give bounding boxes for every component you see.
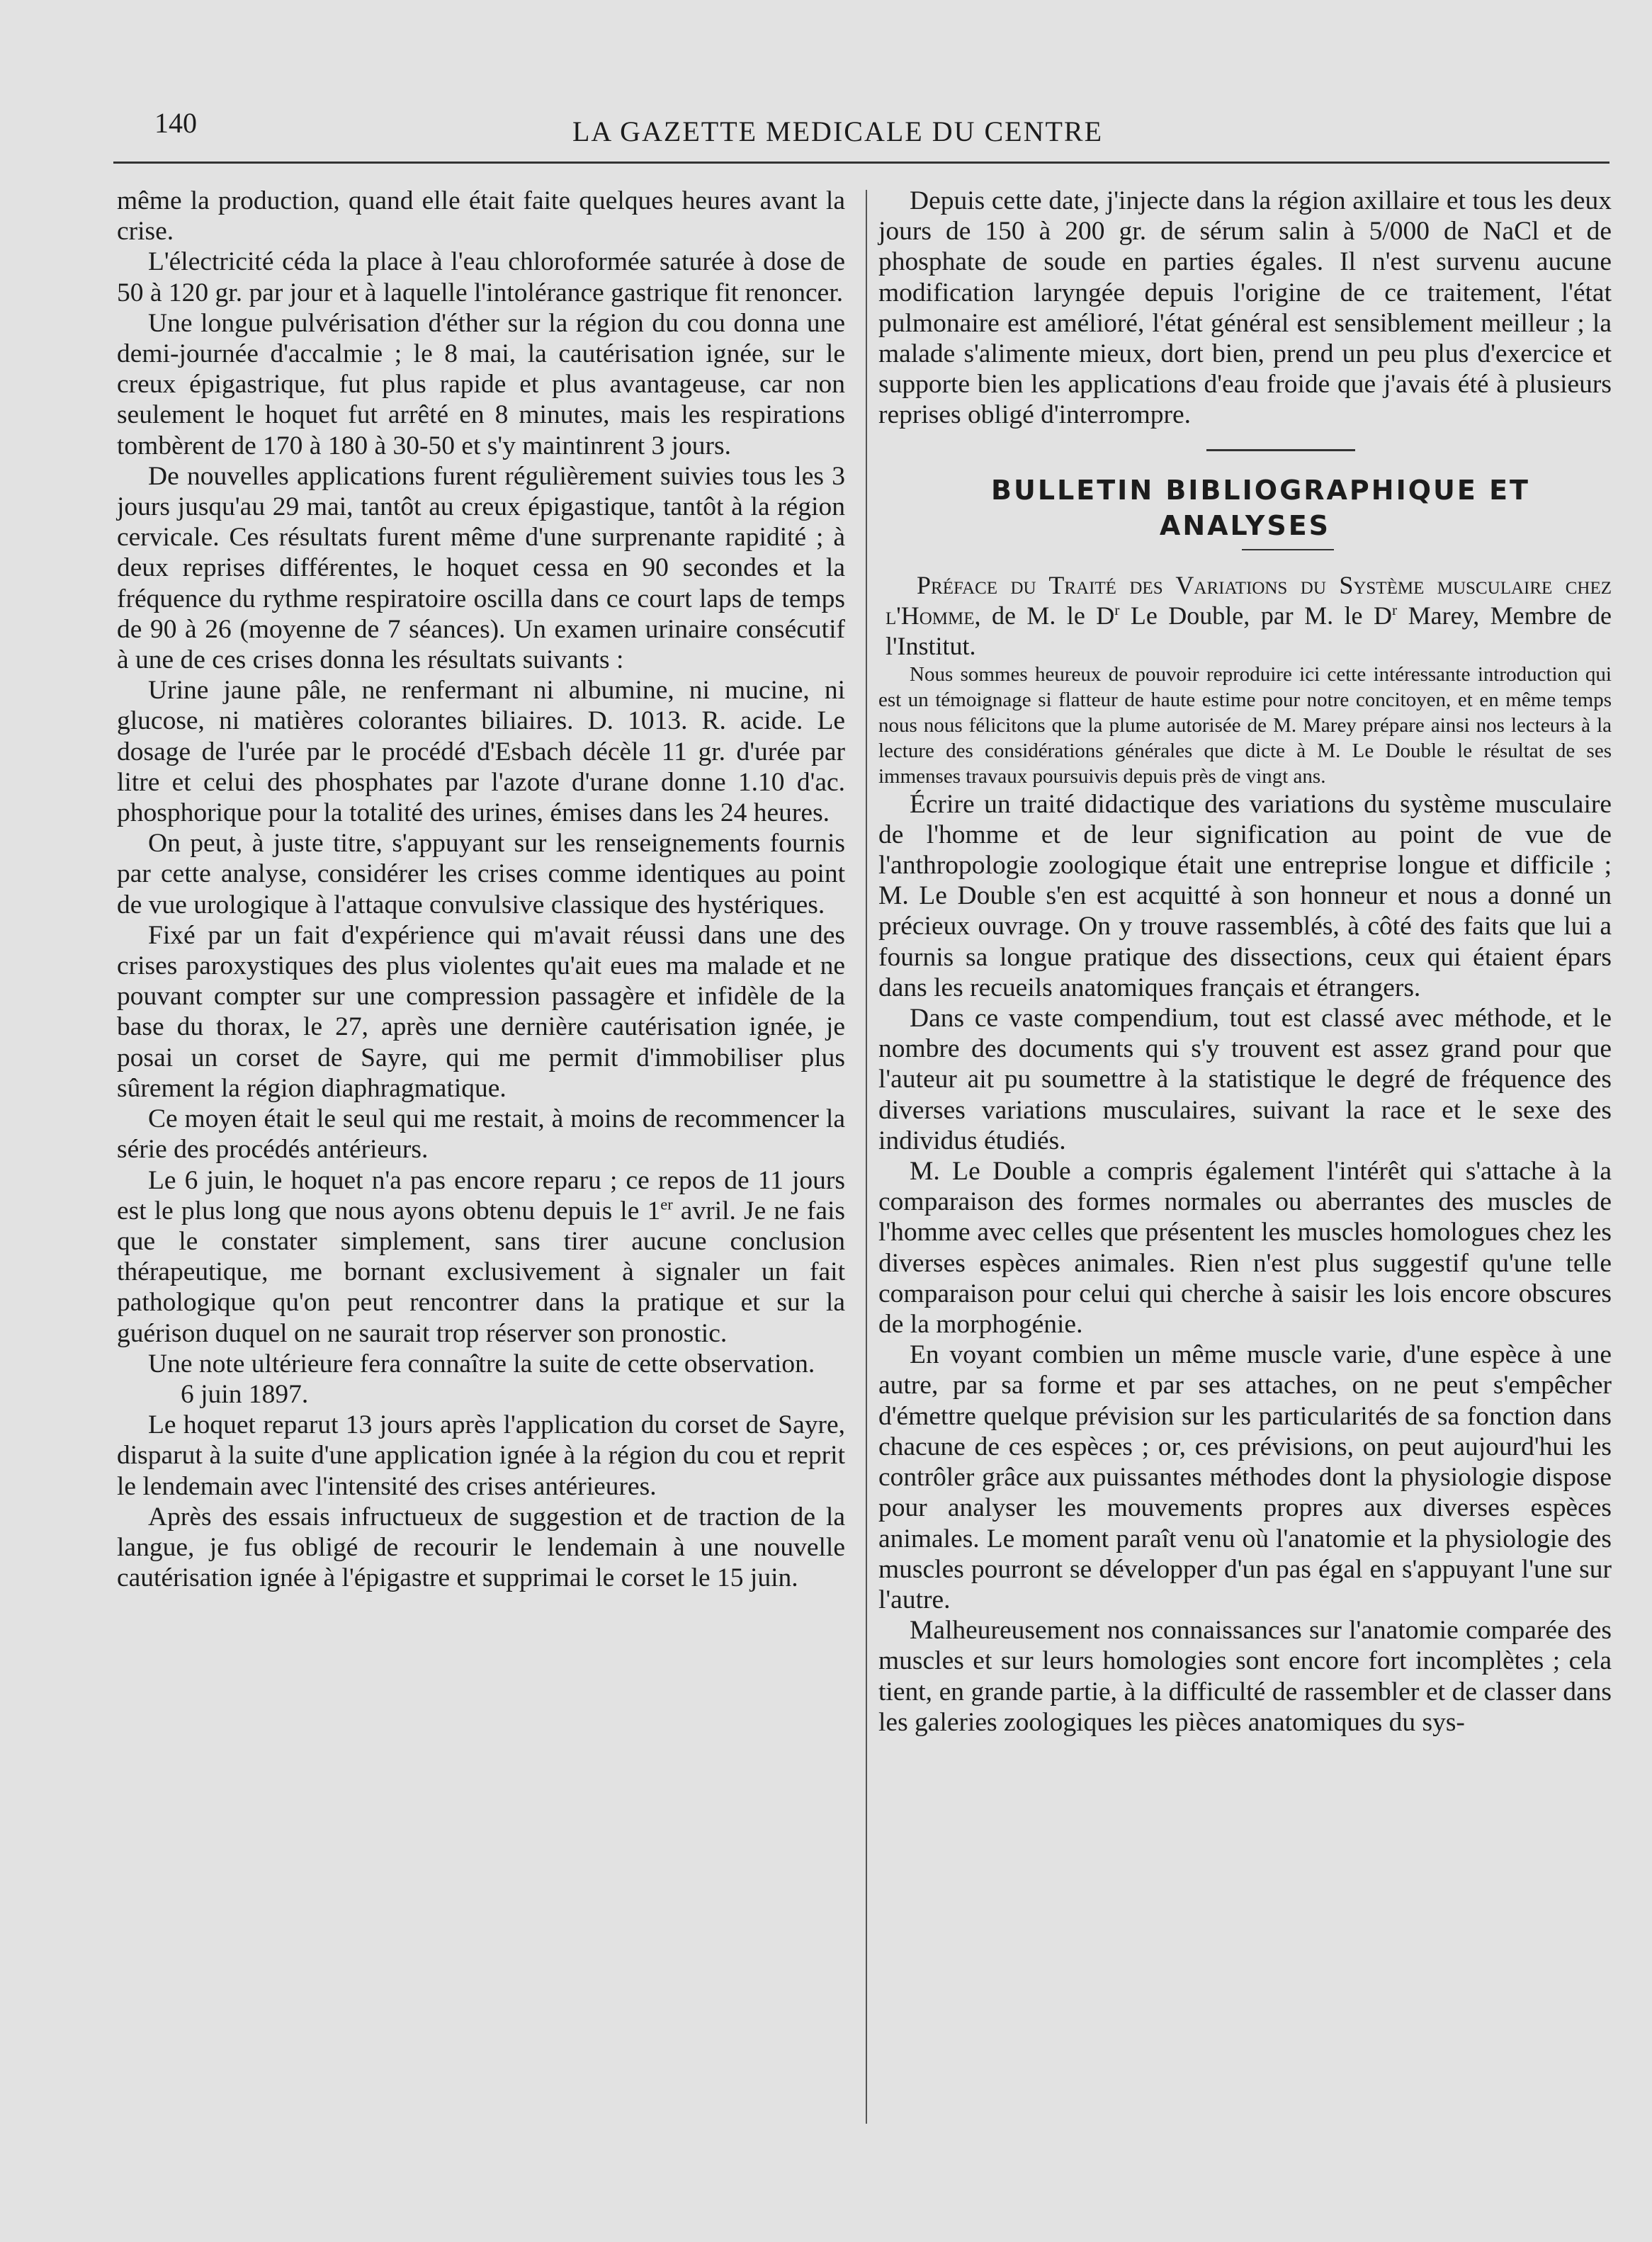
heading-underline: [1242, 549, 1334, 550]
paragraph-text: avril. Je ne fais que le constater simplement, sans tirer aucune conclusion thérapeutique, me bornant exclusivement à signaler un fait pathologique qu'on peut rencontrer dans la pratique et sur la guérison duquel on ne saurait trop réserver son pronostic.: [117, 1196, 845, 1348]
superscript: er: [660, 1195, 673, 1213]
paragraph: En voyant combien un même muscle varie, d'une espèce à une autre, par sa forme et par ses attaches, on ne peut s'empêcher d'émettre quelque prévision sur les particularités de sa fonction dans chacune de ces espèces ; or, ces prévisions, on peut aujourd'hui les contrôler grâce aux puissantes méthodes dont la physiologie dispose pour analyser les mouvements propres aux diverses espèces animales. Le moment paraît venu où l'anatomie et la physiologie des muscles pourront se développer d'un pas égal en s'appuyant l'une sur l'autre.: [878, 1340, 1612, 1614]
review-title-text: Marey, Membre de l'Institut.: [886, 601, 1612, 660]
paragraph: Le hoquet reparut 13 jours après l'application du corset de Sayre, disparut à la suite d'une application ignée à la région du cou et reprit le lendemain avec l'intensité des crises antérieures.: [117, 1410, 845, 1501]
editorial-intro: Nous sommes heureux de pouvoir reproduire ici cette intéressante introduction qui est un témoignage si flatteur de haute estime pour notre concitoyen, et en même temps nous nous félicitons que la plume autorisée de M. Marey prépare ainsi nos lecteurs à la lecture des considérations générales que dicte à M. Le Double le résultat de ses immenses travaux poursuivis depuis près de vingt ans.: [878, 662, 1612, 788]
header-rule: [113, 162, 1609, 164]
paragraph: Après des essais infructueux de suggestion et de traction de la langue, je fus obligé de recourir le lendemain à une nouvelle cautérisation ignée à l'épigastre et supprimai le corset le 15 juin.: [117, 1502, 845, 1593]
dateline: 6 juin 1897.: [181, 1379, 309, 1409]
paragraph: L'électricité céda la place à l'eau chloroformée saturée à dose de 50 à 120 gr. par jour et à laquelle l'intolérance gastrique fit renoncer.: [117, 247, 845, 307]
paragraph: Une longue pulvérisation d'éther sur la région du cou donna une demi-journée d'accalmie ; le 8 mai, la cautérisation ignée, sur le creux épigastrique, fut plus rapide et plus avantageuse, car non seulement le hoquet fut arrêté en 8 minutes, mais les respirations tombèrent de 170 à 180 à 30-50 et s'y maintinrent 3 jours.: [117, 308, 845, 460]
right-column: [878, 186, 1612, 1738]
column-divider: [866, 190, 867, 2124]
paragraph: [117, 1165, 845, 1349]
running-title: LA GAZETTE MEDICALE DU CENTRE: [572, 115, 1104, 147]
section-separator: [1206, 449, 1355, 451]
review-title-text: de M. le D: [980, 601, 1115, 630]
paragraph: Depuis cette date, j'injecte dans la région axillaire et tous les deux jours de 150 à 200 gr. de sérum salin à 5/000 de NaCl et de phosphate de soude en parties égales. Il n'est survenu aucune modification laryngée depuis l'origine de ce traitement, l'état pulmonaire est amélioré, l'état général est sensiblement meilleur ; la malade s'alimente mieux, dort bien, prend un peu plus d'exercice et supporte bien les applications d'eau froide que j'avais été à plusieurs reprises obligé d'interrompre.: [878, 186, 1612, 430]
paragraph: M. Le Double a compris également l'intérêt qui s'attache à la comparaison des formes normales ou aberrantes des muscles de l'homme avec celles que présentent les muscles homologues chez les diverses espèces animales. Rien n'est plus suggestif qu'une telle comparaison pour celui qui cherche à saisir les lois encore obscures de la morphogénie.: [878, 1157, 1612, 1340]
review-title: [878, 570, 1612, 662]
paragraph: Ce moyen était le seul qui me restait, à moins de recommencer la série des procédés antérieurs.: [117, 1104, 845, 1165]
left-column: [117, 186, 845, 1593]
review-title-text: Le Double, par M. le D: [1119, 601, 1392, 630]
review-title-work: Préface du Traité des Variations du Système musculaire chez l'Homme,: [886, 570, 1612, 630]
superscript: r: [1114, 601, 1120, 618]
paragraph: Malheureusement nos connaissances sur l'anatomie comparée des muscles et sur leurs homologies sont encore fort incomplètes ; cela tient, en grande partie, à la difficulté de rassembler et de classer dans les galeries zoologiques les pièces anatomiques du sys-: [878, 1616, 1612, 1737]
paragraph: Écrire un traité didactique des variations du système musculaire de l'homme et de leur signification au point de vue de l'anthropologie zoologique était une entreprise longue et difficile ; M. Le Double s'en est acquitté à son honneur et nous a donné un précieux ouvrage. On y trouve rassemblés, à côté des faits que lui a fournis sa longue pratique des dissections, ceux qui étaient épars dans les recueils anatomiques français et étrangers.: [878, 789, 1612, 1002]
paragraph-text: Le 6 juin, le hoquet n'a pas encore reparu ; ce repos de 11 jours est le plus long que nous ayons obtenu depuis le 1: [117, 1165, 845, 1225]
paragraph: Une note ultérieure fera connaître la suite de cette observation.: [148, 1349, 815, 1378]
paragraph: Fixé par un fait d'expérience qui m'avait réussi dans une des crises paroxystiques des plus violentes qu'ait eues ma malade et ne pouvant compter sur une compression passagère et infidèle de la base du thorax, le 27, après une dernière cautérisation ignée, je posai un corset de Sayre, qui me permit d'immobiliser plus sûrement la région diaphragmatique.: [117, 920, 845, 1103]
section-heading: BULLETIN BIBLIOGRAPHIQUE ET ANALYSES: [991, 474, 1530, 541]
paragraph: On peut, à juste titre, s'appuyant sur les renseignements fournis par cette analyse, considérer les crises comme identiques au point de vue urologique à l'attaque convulsive classique des hystériques.: [117, 829, 845, 919]
page-number: 140: [154, 107, 197, 139]
paragraph: De nouvelles applications furent régulièrement suivies tous les 3 jours jusqu'au 29 mai, tantôt au creux épigastique, tantôt à la région cervicale. Ces résultats furent même d'une surprenante rapidité ; à deux reprises différentes, le hoquet cessa en 90 secondes et la fréquence du rythme respiratoire oscilla dans ce court laps de temps de 90 à 26 (moyenne de 7 séances). Un examen urinaire consécutif à une de ces crises donna les résultats suivants :: [117, 461, 845, 675]
superscript: r: [1391, 601, 1398, 618]
paragraph: Dans ce vaste compendium, tout est classé avec méthode, et le nombre des documents qui s'y trouvent est assez grand pour que l'auteur ait pu soumettre à la statistique le degré de fréquence des diverses variations musculaires, suivant la race et le sexe des individus étudiés.: [878, 1004, 1612, 1155]
paragraph: Urine jaune pâle, ne renfermant ni albumine, ni mucine, ni glucose, ni matières colorantes biliaires. D. 1013. R. acide. Le dosage de l'urée par le procédé d'Esbach décèle 11 gr. d'urée par litre et celui des phosphates par l'azote d'urane donne 1.10 d'ac. phosphorique pour la totalité des urines, émises dans les 24 heures.: [117, 676, 845, 828]
paragraph: même la production, quand elle était faite quelques heures avant la crise.: [117, 186, 845, 247]
